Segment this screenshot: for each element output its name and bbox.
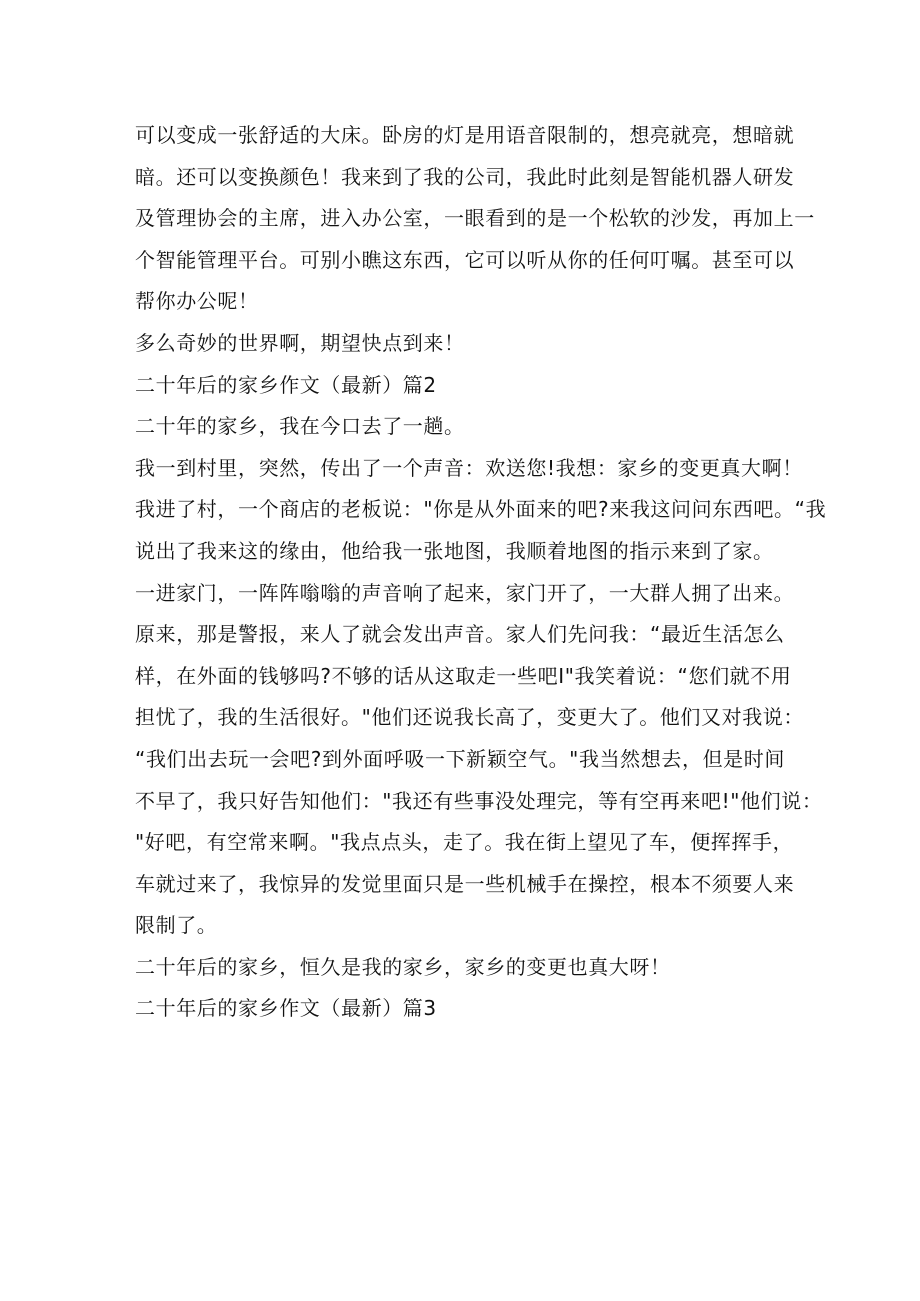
paragraph-shop-owner [135, 489, 827, 572]
text-line: 车就过来了，我惊异的发觉里面只是一些机械手在操控，根本不须要人来 [135, 871, 795, 896]
text-line: 原来，那是警报，来人了就会发出声音。家人们先问我：“最近生活怎么 [135, 622, 785, 647]
text-line: 多么奇妙的世界啊，期望快点到来！ [135, 330, 465, 355]
text-line: 样，在外面的钱够吗?不够的话从这取走一些吧I"我笑着说：“您们就不用 [135, 663, 792, 688]
section-heading-3 [135, 988, 795, 1030]
text-line: 限制了。 [135, 913, 218, 938]
text-line: 我一到村里，突然，传出了一个声音：欢送您!我想：家乡的变更真大啊！ [135, 455, 803, 480]
text-line: 不早了，我只好告知他们："我还有些事没处理完，等有空再来吧!"他们说： [135, 788, 823, 813]
section-heading-2 [135, 365, 795, 407]
paragraph-home-visit [135, 573, 823, 947]
text-line: 可以变成一张舒适的大床。卧房的灯是用语音限制的，想亮就亮，想暗就 [135, 123, 795, 147]
heading-line: 二十年后的家乡作文（最新）篇3 [135, 996, 437, 1021]
text-line: 说出了我来这的缘由，他给我一张地图，我顺着地图的指示来到了家。 [135, 538, 774, 563]
text-line: 我进了村，一个商店的老板说："你是从外面来的吧?来我这问问东西吧。“我 [135, 497, 827, 522]
text-line: 二十年的家乡，我在今口去了一趟。 [135, 414, 465, 439]
text-line: 担忧了，我的生活很好。"他们还说我长高了，变更大了。他们又对我说： [135, 705, 804, 730]
text-line: “我们出去玩一会吧?到外面呼吸一下新颖空气。"我当然想去，但是时间 [135, 746, 785, 771]
text-line: 一进家门，一阵阵嗡嗡的声音响了起来，家门开了，一大群人拥了出来。 [135, 580, 795, 605]
paragraph-visit-hometown [135, 406, 795, 448]
text-line: 暗。还可以变换颜色！我来到了我的公司，我此时此刻是智能机器人研发 [135, 164, 795, 189]
text-line: "好吧，有空常来啊。"我点点头，走了。我在街上望见了车，便挥挥手， [135, 830, 794, 855]
text-line: 及管理协会的主席，进入办公室，一眼看到的是一个松软的沙发，再加上一 [135, 206, 815, 231]
paragraph-hometown-forever [135, 947, 795, 989]
paragraph-wonderful-world [135, 323, 795, 365]
text-line: 个智能管理平台。可别小瞧这东西，它可以听从你的任何叮嘱。甚至可以 [135, 247, 795, 272]
paragraph-bedroom-office [135, 115, 815, 323]
text-line: 二十年后的家乡，恒久是我的家乡，家乡的变更也真大呀！ [135, 954, 671, 979]
document-body [135, 115, 827, 1030]
text-line: 帮你办公呢！ [135, 289, 259, 314]
paragraph-arrive-village [135, 448, 803, 490]
heading-line: 二十年后的家乡作文（最新）篇2 [135, 372, 437, 397]
